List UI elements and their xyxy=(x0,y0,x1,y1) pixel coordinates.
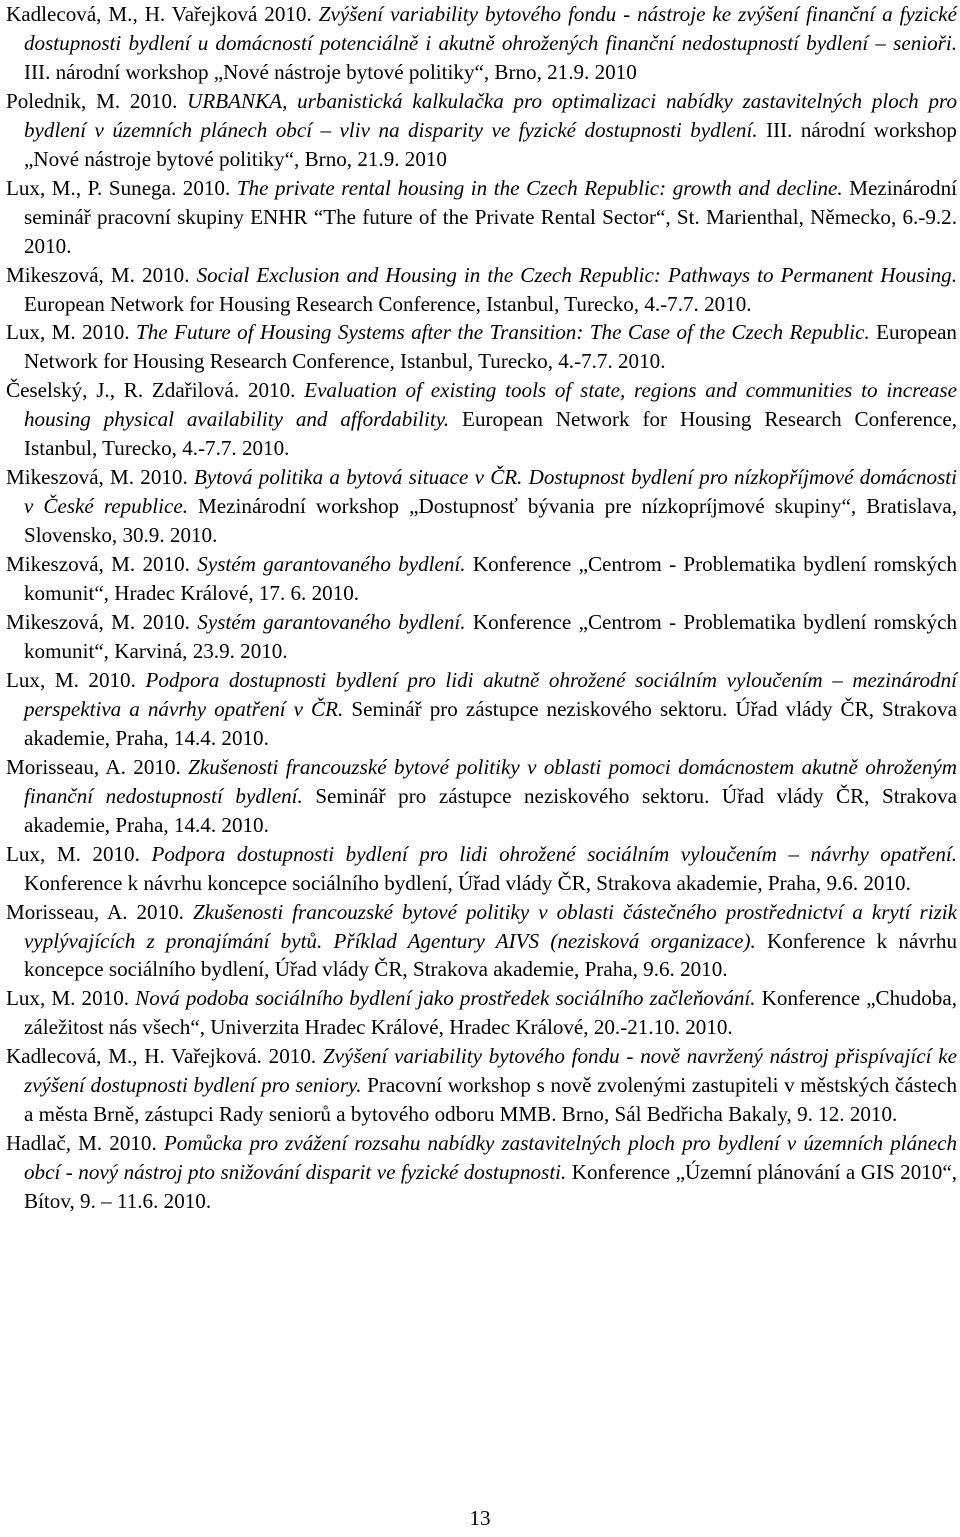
reference-author: Lux, M., P. Sunega. 2010. xyxy=(6,175,237,200)
reference-author: Morisseau, A. 2010. xyxy=(6,754,189,779)
reference-entry xyxy=(6,550,957,608)
reference-venue: Mezinárodní seminář pracovní skupiny ENHR “The future of the Private Rental Sector“, St. Marienthal, Německo, 6.-9.2. 2010. xyxy=(24,175,957,258)
reference-title: Podpora dostupnosti bydlení pro lidi akutně ohrožené sociálním vyloučením – mezinárodní perspektiva a návrhy opatření v ČR. xyxy=(24,667,958,721)
reference-author: Hadlač, M. 2010. xyxy=(6,1131,164,1156)
reference-author: Lux, M. 2010. xyxy=(6,320,137,345)
reference-venue: III. národní workshop „Nové nástroje bytové politiky“, Brno, 21.9. 2010 xyxy=(24,59,637,84)
reference-author: Mikeszová, M. 2010. xyxy=(6,552,198,577)
reference-author: Česelský, J., R. Zdařilová. 2010. xyxy=(6,378,305,403)
reference-title: Zkušenosti francouzské bytové politiky v oblasti pomoci domácnostem akutně ohroženým finanční nedostupností bydlení. xyxy=(24,754,957,808)
reference-list xyxy=(6,0,957,1216)
reference-author: Lux, M. 2010. xyxy=(6,667,146,692)
reference-title: The private rental housing in the Czech Republic: growth and decline. xyxy=(236,175,843,200)
reference-title: Zkušenosti francouzské bytové politiky v oblasti částečného prostřednictví a krytí rizik vyplývajících z pronajímání bytů. Příklad Agentury AIVS (nezisková organizace). xyxy=(24,899,957,953)
reference-venue: European Network for Housing Research Conference, Istanbul, Turecko, 4.-7.7. 2010. xyxy=(24,407,957,461)
reference-entry xyxy=(6,261,957,319)
reference-title: Pomůcka pro zvážení rozsahu nabídky zastavitelných ploch pro bydlení v územních plánech obcí - nový nástroj pto snižování disparit ve fyzické dostupnosti. xyxy=(24,1131,958,1185)
reference-author: Mikeszová, M. 2010. xyxy=(6,610,198,635)
reference-venue: Seminář pro zástupce neziskového sektoru. Úřad vlády ČR, Strakova akademie, Praha, 14.4. 2010. xyxy=(24,696,957,750)
reference-venue: Konference „Územní plánování a GIS 2010“, Bítov, 9. – 11.6. 2010. xyxy=(24,1160,957,1214)
reference-author: Kadlecová, M., H. Vařejková. 2010. xyxy=(6,1044,323,1069)
reference-entry xyxy=(6,1129,957,1216)
reference-title: Podpora dostupnosti bydlení pro lidi ohrožené sociálním vyloučením – návrhy opatření. xyxy=(151,841,957,866)
reference-venue: European Network for Housing Research Conference, Istanbul, Turecko, 4.-7.7. 2010. xyxy=(24,320,957,374)
reference-venue: Konference k návrhu koncepce sociálního bydlení, Úřad vlády ČR, Strakova akademie, Praha, 9.6. 2010. xyxy=(24,928,957,982)
reference-entry xyxy=(6,318,957,376)
page-number: 13 xyxy=(469,1506,491,1530)
reference-title: Systém garantovaného bydlení. xyxy=(197,552,466,577)
reference-author: Mikeszová, M. 2010. xyxy=(6,262,197,287)
reference-entry xyxy=(6,898,957,985)
reference-venue: Pracovní workshop s nově zvolenými zastupiteli v městských částech a města Brně, zástupci Rady seniorů a bytového odboru MMB. Brno, Sál Bedřicha Bakaly, 9. 12. 2010. xyxy=(24,1073,957,1127)
reference-entry xyxy=(6,666,957,753)
reference-entry xyxy=(6,753,957,840)
reference-title: Evaluation of existing tools of state, regions and communities to increase housing physical availability and affordability. xyxy=(24,378,957,432)
reference-entry xyxy=(6,87,957,174)
reference-venue: Mezinárodní workshop „Dostupnosť bývania pre nízkopríjmové skupiny“, Bratislava, Slovensko, 30.9. 2010. xyxy=(24,494,957,548)
reference-venue: Konference k návrhu koncepce sociálního bydlení, Úřad vlády ČR, Strakova akademie, Praha, 9.6. 2010. xyxy=(24,870,911,895)
reference-author: Lux, M. 2010. xyxy=(6,986,136,1011)
reference-title: The Future of Housing Systems after the Transition: The Case of the Czech Republic. xyxy=(136,320,870,345)
reference-title: Social Exclusion and Housing in the Czech Republic: Pathways to Permanent Housing. xyxy=(196,262,957,287)
reference-author: Kadlecová, M., H. Vařejková 2010. xyxy=(6,2,319,26)
reference-venue: Seminář pro zástupce neziskového sektoru. Úřad vlády ČR, Strakova akademie, Praha, 14.4. 2010. xyxy=(24,783,957,837)
reference-entry xyxy=(6,1042,957,1129)
reference-venue: Konference „Centrom - Problematika bydlení romských komunit“, Hradec Králové, 17. 6. 2010. xyxy=(24,552,958,606)
reference-title: Systém garantovaného bydlení. xyxy=(197,610,466,635)
reference-venue: Konference „Centrom - Problematika bydlení romských komunit“, Karviná, 23.9. 2010. xyxy=(24,610,958,663)
reference-entry xyxy=(6,0,957,87)
reference-venue: Konference „Chudoba, záležitost nás všech“, Univerzita Hradec Králové, Hradec Králové, 20.-21.10. 2010. xyxy=(24,986,957,1040)
reference-venue: European Network for Housing Research Conference, Istanbul, Turecko, 4.-7.7. 2010. xyxy=(24,291,752,316)
reference-title: URBANKA, urbanistická kalkulačka pro optimalizaci nabídky zastavitelných ploch pro bydlení v územních plánech obcí – vliv na disparity ve fyzické dostupnosti bydlení. xyxy=(24,88,957,142)
reference-author: Morisseau, A. 2010. xyxy=(6,899,193,924)
reference-entry xyxy=(6,608,957,666)
reference-entry xyxy=(6,840,957,898)
reference-title: Zvýšení variability bytového fondu - nově navržený nástroj přispívající ke zvýšení dostupnosti bydlení pro seniory. xyxy=(24,1044,957,1098)
reference-author: Polednik, M. 2010. xyxy=(6,88,188,113)
reference-title: Zvýšení variability bytového fondu - nástroje ke zvýšení finanční a fyzické dostupnosti bydlení u domácností potenciálně i akutně ohrožených finanční nedostupností bydlení – senioři. xyxy=(24,2,957,55)
reference-entry xyxy=(6,174,957,261)
reference-author: Lux, M. 2010. xyxy=(6,841,152,866)
reference-title: Nová podoba sociálního bydlení jako prostředek sociálního začleňování. xyxy=(135,986,756,1011)
reference-venue: III. národní workshop „Nové nástroje bytové politiky“, Brno, 21.9. 2010 xyxy=(24,117,957,171)
reference-entry xyxy=(6,376,957,463)
reference-entry xyxy=(6,463,957,550)
reference-title: Bytová politika a bytová situace v ČR. Dostupnost bydlení pro nízkopříjmové domácnosti v České republice. xyxy=(24,465,958,519)
reference-entry xyxy=(6,984,957,1042)
reference-author: Mikeszová, M. 2010. xyxy=(6,465,194,490)
